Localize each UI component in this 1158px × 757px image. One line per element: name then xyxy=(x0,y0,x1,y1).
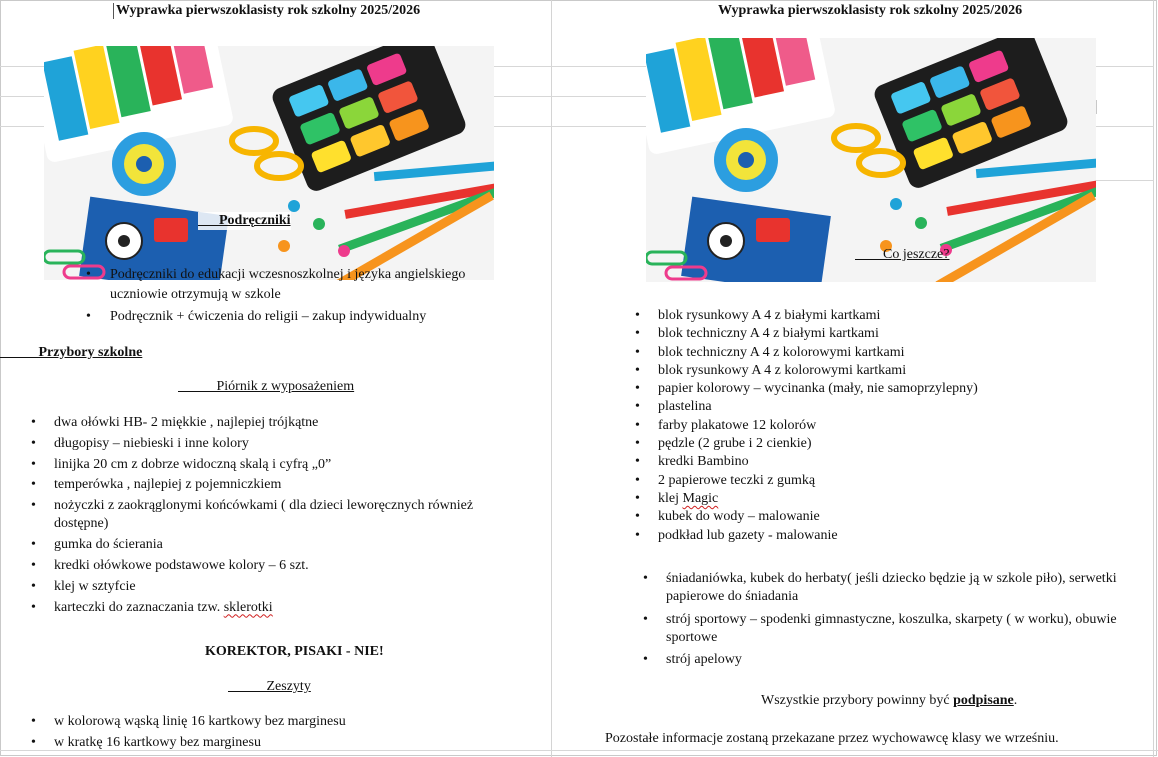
grid-tick xyxy=(1096,100,1097,114)
list-item: • karteczki do zaznaczania tzw. sklerotki xyxy=(28,599,473,617)
list-item: • nożyczki z zaokrąglonymi końcówkami ( dla dzieci leworęcznych również dostępne) xyxy=(28,497,473,534)
list-item: uczniowie otrzymują w szkole xyxy=(110,287,281,302)
list-item: • blok techniczny A 4 z kolorowymi kartkami xyxy=(632,344,978,362)
list-item: • temperówka , najlepiej z pojemniczkiem xyxy=(28,476,473,494)
school-supplies-illustration xyxy=(44,46,494,280)
list-item: • kredki ołówkowe podstawowe kolory – 6 szt. xyxy=(28,557,473,575)
grid-line xyxy=(1096,180,1154,181)
list-item: • Podręcznik + ćwiczenia do religii – zakup indywidualny xyxy=(86,309,427,324)
left-page-title: Wyprawka pierwszoklasisty rok szkolny 2025/2026 xyxy=(113,3,420,19)
pencilcase-list xyxy=(28,414,473,617)
notebooks-list xyxy=(28,713,346,752)
list-item: • w kratkę 16 kartkowy bez marginesu xyxy=(28,734,346,752)
grid-line xyxy=(494,66,646,67)
list-item: • farby plakatowe 12 kolorów xyxy=(632,417,978,435)
other-heading: Co jeszcze? xyxy=(883,247,950,262)
list-item: • linijka 20 cm z dobrze widoczną skalą i cyfrą „0” xyxy=(28,456,473,474)
grid-line xyxy=(0,96,44,97)
art-supplies-list xyxy=(632,307,978,545)
grid-line xyxy=(0,66,44,67)
right-page-title: Wyprawka pierwszoklasisty rok szkolny 2025/2026 xyxy=(718,3,1023,18)
other-items-list xyxy=(640,570,1117,669)
list-item: • kubek do wody – malowanie xyxy=(632,508,978,526)
textbooks-list xyxy=(86,266,465,326)
list-item: • dwa ołówki HB- 2 miękkie , najlepiej trójkątne xyxy=(28,414,473,432)
supplies-heading: Przybory szkolne xyxy=(38,345,143,360)
grid-line xyxy=(494,96,646,97)
signed-word: podpisane xyxy=(953,693,1014,708)
textbooks-heading: Podręczniki xyxy=(198,212,291,230)
right-border xyxy=(1153,0,1154,757)
list-item: • strój apelowy xyxy=(640,651,1117,669)
list-item: • śniadaniówka, kubek do herbaty( jeśli dziecko będzie ją w szkole piło), serwetki papierowe do śniadania xyxy=(640,570,1117,607)
list-item: • długopisy – niebieski i inne kolory xyxy=(28,435,473,453)
list-item: • kredki Bambino xyxy=(632,453,978,471)
footer-note: Pozostałe informacje zostaną przekazane przez wychowawcę klasy we wrześniu. xyxy=(605,731,1059,746)
signed-note: Wszystkie przybory powinny być podpisane. xyxy=(761,693,1018,708)
list-item: • Podręczniki do edukacji wczesnoszkolnej i języka angielskiego xyxy=(86,267,466,282)
list-item: • blok rysunkowy A 4 z kolorowymi kartkami xyxy=(632,362,978,380)
list-item: • papier kolorowy – wycinanka (mały, nie samoprzylepny) xyxy=(632,380,978,398)
list-item: • w kolorową wąską linię 16 kartkowy bez marginesu xyxy=(28,713,346,731)
list-item: • pędzle (2 grube i 2 cienkie) xyxy=(632,435,978,453)
column-divider xyxy=(551,0,552,757)
list-item: • 2 papierowe teczki z gumką xyxy=(632,472,978,490)
list-item: • gumka do ścierania xyxy=(28,536,473,554)
list-item: • blok rysunkowy A 4 z białymi kartkami xyxy=(632,307,978,325)
pencilcase-heading: Piórnik z wyposażeniem xyxy=(216,379,355,394)
warning-text: KOREKTOR, PISAKI - NIE! xyxy=(205,644,384,659)
grid-line xyxy=(0,126,44,127)
list-item: • blok techniczny A 4 z białymi kartkami xyxy=(632,325,978,343)
grid-line xyxy=(1096,66,1154,67)
list-item: • klej Magic xyxy=(632,490,978,508)
list-item: • podkład lub gazety - malowanie xyxy=(632,527,978,545)
list-item: • strój sportowy – spodenki gimnastyczne, koszulka, skarpety ( w worku), obuwie sportowe xyxy=(640,611,1117,648)
list-item: • plastelina xyxy=(632,398,978,416)
school-supplies-photo xyxy=(44,46,494,280)
grid-line xyxy=(494,126,646,127)
grid-line xyxy=(1096,126,1154,127)
list-item: • klej w sztyfcie xyxy=(28,578,473,596)
notebooks-heading: Zeszyty xyxy=(266,679,311,694)
